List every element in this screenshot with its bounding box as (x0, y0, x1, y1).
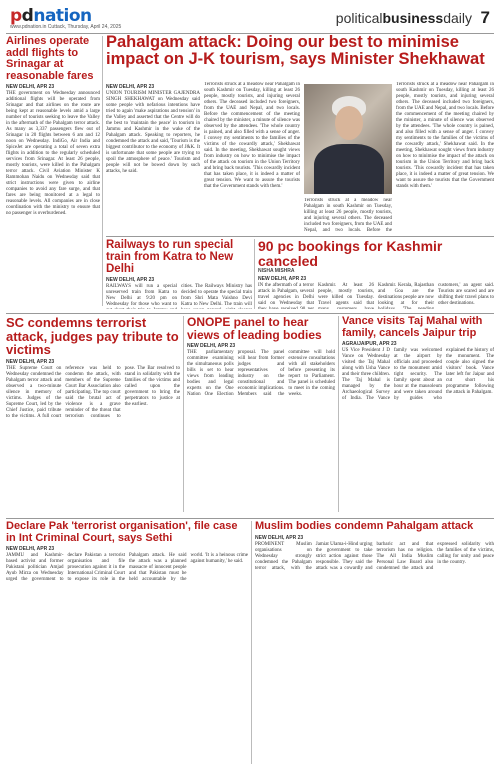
article-pahalgam-head (106, 34, 494, 80)
headline-declare: Declare Pak 'terrorist organisation', file case in Int Criminal Court, says Sethi (6, 521, 238, 544)
dateline-bookings: NEW DELHI, APR 23 (258, 276, 307, 283)
dateline-airlines: NEW DELHI, APR 23 (6, 84, 55, 91)
body-vance: US Vice President J D Vance on Wednesday visited the Taj Mahal along with Usha Vance and their three children. The Taj Mahal is managed by the Archaeological Survey of India. The Vance family was welcomed at the airport by officials and proceeded to the monument amid tight security. The family spent about an hour at the mausoleum and were taken around by guides who explained the history of the monument. The couple also signed the visitors' book. Vance later left for Jaipur and cut short his programme following the attack in Pahalgam. (342, 348, 494, 402)
body-under-photo: Terrorists struck at a meadow near Pahalgam in south Kashmir on Tuesday, killing at least 26 people, mostly tourists, and injuring several others. The deceased included two foreigners, from the UAE and Nepal, and two locals. Before the (304, 198, 392, 233)
article-sc (6, 316, 180, 514)
headline-vance: Vance visits Taj Mahal with family, cancels Jaipur trip (342, 316, 483, 339)
article-union-tourism (106, 82, 200, 232)
article-muslim (255, 521, 494, 766)
body-muslim: PROMINENT Muslim organisations on Wednesday strongly condemned the Pahalgam terror attack, with the Jamiat Ulama-i-Hind urging the government to take strict action against those responsible. They said the attack was a cowardly and barbaric act and that terrorism has no religion. The All India Muslim Personal Law Board also condemned the attack and expressed solidarity with the families of the victims, calling for unity and peace in the country. (255, 541, 494, 571)
article-bookings (258, 239, 494, 309)
headline-pahalgam: Pahalgam attack: Doing our best to minimise impact on J-K tourism, says Minister Shekhawat (106, 34, 485, 69)
dateline-tourism: NEW DELHI, APR 23 (106, 84, 155, 90)
dateline-vance: AGRA/JAIPUR, APR 23 (342, 341, 397, 348)
dateline-onope: NEW DELHI, APR 23 (187, 343, 236, 350)
dateline-declare: NEW DELHI, APR 23 (6, 546, 55, 553)
page-number: 7 (480, 8, 490, 27)
dateline-railways: NEW DELHI, APR 23 (106, 277, 155, 284)
headline-sc: SC condemns terrorist attack, judges pay tribute to victims (6, 316, 179, 358)
dateline: www.pdnation.in Cuttack, Thursday, April 24, 2025 (10, 24, 122, 30)
article-vance (342, 316, 494, 514)
headline-bookings: 90 pc bookings for Kashmir canceled (258, 239, 443, 269)
article-onope (187, 316, 335, 514)
body-tourism: UNION TOURISM MINISTER GAJENDRA SINGH SHEKHAWAT on Wednesday said some people with nefarious intentions have tried to again 'make aspirations and tension' in the Valley and asserted that the Centre will do the best to 'maintain the peace' in tourism in Jammu and Kashmir in the wake of the Pahalgam attack. Speaking to reporters, he condemned the attack and said, 'Tourism is the biggest contributor to the economy of J&K. It is unfortunate that some people are trying to spoil the atmosphere of peace.' Tourism and people will not be bowed down by such attacks, he said. (106, 91, 200, 174)
article-railways (106, 239, 252, 309)
section-banner: politicalbusinessdaily (335, 10, 472, 26)
article-pahalgam-right (396, 82, 494, 232)
headline-airlines: Airlines operate addl flights to Srinagar at reasonable fares (6, 36, 94, 82)
pdnation-logo: pdnation (10, 6, 92, 26)
body-pahalgam-continued: Terrorists struck at a meadow near Pahalgam in south Kashmir on Tuesday, killing at least 26 people, mostly tourists, and injuring several others. The deceased included two foreigners, from the UAE and Nepal, and two locals. Before the commencement of the meeting chaired by the minister, a minute of silence was observed by the attendees. 'The whole country is pained, and also filled with a sense of anger. I convey my sentiments to the families of the victims of the cowardly attack,' Shekhawat said. In the meeting, Shekhawat sought views from industry on how to minimise the impact of the attack on tourism in the Union Territory and bring back tourists. 'This cowardly incident that has taken place, it is indeed a matter of great tension. We want to assure the tourists that the Government stands with them.' (396, 82, 494, 189)
minister-photo (304, 84, 392, 194)
headline-onope: ONOPE panel to hear views of leading bodies (187, 316, 322, 342)
article-pahalgam-body (204, 82, 300, 232)
byline-bookings: NISHA MISHRA (258, 268, 295, 275)
masthead (6, 4, 494, 34)
dateline-sc: NEW DELHI, APR 23 (6, 358, 55, 365)
article-photo-below (304, 198, 392, 234)
body-sc: THE Supreme Court on Wednesday condemned the Pahalgam terror attack and observed a two-minute silence in memory of victims. Judges of the Supreme Court, led by the Chief Justice, paid tribute to the victims. A full court reference was held to condemn the attack, with members of the Supreme Court Bar Association also participating. The top court said the brutal act of violence is a grave reminder of the threat that terrorism continues to pose. The Bar resolved to stand in solidarity with the families of the victims and called upon the government to bring the perpetrators to justice at the earliest. (6, 365, 180, 419)
body-declare: JAMMU and Kashmir-based activist and former Pakistani politician Amjad Ayub Mirza on Wednesday urged the government to declare Pakistan a terrorist organisation and file prosecution against it in the International Criminal Court to expose its role in the Pahalgam attack. He said the attack was a planned massacre of innocent people and that Pakistan must be held accountable by the world. 'It is a heinous crime against humanity,' he said. (6, 553, 248, 583)
body-railways: RAILWAYS will run a special unreserved train from Katra to New Delhi at 9:20 pm on Wednesday for those who want to cities. The Railways Ministry has decided to operate the special train from Shri Mata Vaishno Devi Katra to New Delhi. The train will (106, 284, 252, 308)
body-pahalgam: Terrorists struck at a meadow near Pahalgam in south Kashmir on Tuesday, killing at least 26 people, mostly tourists, and injuring several others. The deceased included two foreigners, from the UAE and Nepal, and two locals. Before the commencement of the meeting chaired by the minister, a minute of silence was observed by the attendees. 'The whole country is pained, and also filled with a sense of anger. I convey my sentiments to the families of the victims of the cowardly attack,' Shekhawat said. In the meeting, Shekhawat sought views from industry on how to minimise the impact of the attack on tourism in the Union Territory and bring back tourists. 'This cowardly incident that has taken place, it is indeed a matter of great tension. We want to assure the tourists that the Government stands with them.' (204, 82, 300, 189)
headline-muslim: Muslim bodies condemn Pahalgam attack (255, 521, 474, 532)
article-airlines (6, 36, 100, 308)
article-declare (6, 521, 248, 766)
headline-railways: Railways to run special train from Katra to New Delhi (106, 239, 234, 276)
body-bookings: IN the aftermath of a terror attack in Pahalgam, several travel agencies in Delhi said on Wednesday that Kashmir. At least 26 people, mostly tourists, were killed on Tuesday. Travel agents said that Kashmir. Kerala, Rajasthan and Goa are the destinations people are now looking at for their customers,' an agent said. Tourists are scared and are shifting their travel plans to other destinations. (258, 283, 494, 307)
dateline-muslim: NEW DELHI, APR 23 (255, 534, 304, 541)
body-onope: THE parliamentary committee examining the simultaneous polls bills is set to hear views from leading bodies and legal experts on the One Nation One Election proposal. The panel will hear from former judges and representatives of industry on the constitutional and economic implications. Members said the committee will hold extensive consultations with all stakeholders before presenting its report to Parliament. The panel is scheduled to meet in the coming weeks. (187, 350, 335, 398)
body-airlines: THE government on Wednesday announced additional flights will be operated from Srinagar and that airlines on the route are being kept at reasonable levels amid a large number of tourists seeking to leave the Valley in the aftermath of the Pahalgam terror attack. As many as 3,337 passengers flew out of Srinagar in 20 flights between 6 am and 12 noon on Wednesday. IndiGo, Air India and SpiceJet are operating a total of seven extra flights in addition to the regularly scheduled services from Srinagar. At least 26 people, mostly tourists, were killed in the Pahalgam terror attack. Civil Aviation Minister K Rammohan Naidu on Wednesday said that strict instructions were given to airline companies to avoid any fare surge, and that fares are being monitored at a legal to reasonable levels. All companies are in close coordination with the ministry to ensure that no passenger is overburdened. (6, 91, 100, 217)
